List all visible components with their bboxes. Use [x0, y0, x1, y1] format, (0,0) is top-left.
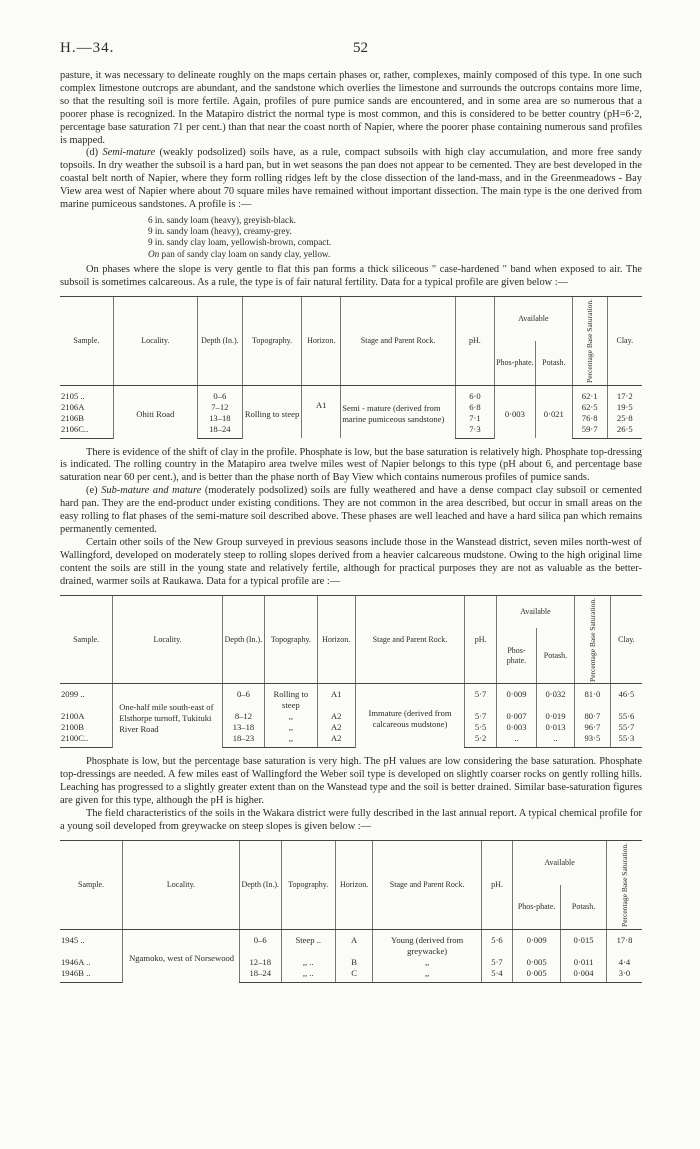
profile-item: 9 in. sandy clay loam, yellowish-brown, compact.	[148, 237, 332, 248]
term-semi-mature: Semi-mature	[102, 147, 156, 159]
col-potash: Potash.	[535, 341, 572, 385]
col-sample: Sample.	[60, 595, 113, 684]
col-available: Available	[513, 840, 607, 884]
page-header	[60, 40, 642, 70]
col-base-saturation: Percentage Base Saturation.	[572, 296, 607, 385]
table-row: 1946A .. 12–18 ,, .. B ,, 5·7 0·005 0·011 4·4	[60, 957, 642, 968]
col-sample: Sample.	[60, 840, 123, 929]
col-ph: pH.	[481, 840, 512, 929]
profile-item: 9 in. sandy loam (heavy), creamy-grey.	[148, 226, 292, 237]
page-number: 52	[353, 40, 368, 56]
col-base-saturation: Percentage Base Saturation.	[574, 595, 610, 684]
stage-cell: Semi - mature (derived from marine pumiceous sandstone)	[341, 385, 456, 438]
col-clay: Clay.	[607, 296, 642, 385]
locality-cell: One-half mile south-east of Elsthorpe turnoff, Tukituki River Road	[113, 684, 223, 748]
table-row: 2100B 13–18 ,, A2 5·5 0·003 0·013 96·7 55·7	[60, 722, 642, 733]
col-stage: Stage and Parent Rock.	[341, 296, 456, 385]
profile-item: 6 in. sandy loam (heavy), greyish-black.	[148, 214, 296, 225]
soil-table-wanstead	[60, 595, 642, 749]
col-potash: Potash.	[537, 628, 575, 684]
paragraph-pasture: pasture, it was necessary to delineate roughly on the maps certain phases or, rather, complexes, mainly composed of this type. In one such complex limestone outcrops are abundant, and the sandstone which overlies the limestone and surrounds the outcrops contains more lime, so that the resulting soil is more fertile. Again, profiles of pure pumice sands are encountered, and in some area are so numerous that a poorer phase is recognized. In the Matapiro district the normal type is most common, and this is considered to be better country (pH=6·2, percentage base saturation 71 per cent.) than that near the coast north of Napier, where the poorer phase containing numerous sand profiles is mapped.	[60, 70, 642, 146]
document-page	[60, 40, 642, 991]
col-sample: Sample.	[60, 296, 113, 385]
locality-cell: Ohiti Road	[113, 385, 197, 438]
col-topography: Topography.	[265, 595, 318, 684]
potash-cell: 0·021	[535, 385, 572, 438]
col-potash: Potash.	[561, 885, 607, 929]
paragraph-evidence: There is evidence of the shift of clay in the profile. Phosphate is low, but the base saturation is relatively high. Phosphate top-dressing is indicated. The rolling country in the Matapiro area twelve miles west of Napier belongs to this type (pH about 6, and percentage base saturation near 60 per cent.), and is better than the phase north of Bay View which contains numerous profiles of pumice sands.	[60, 446, 642, 484]
col-available: Available	[496, 595, 574, 628]
col-horizon: Horizon.	[335, 840, 373, 929]
paragraph-phosphate-low: Phosphate is low, but the percentage base saturation is very high. The pH values are low considering the base saturation. Phosphate top-dressings are needed. A few miles east of Wallingford the Weber soil type is developed on slightly coarser rocks on gently rolling hills. Leaching has progressed to a slightly greater extent than on the Wanstead type and the soil is better drained. Similar base-saturation figures are given for this type, although the pH is higher.	[60, 756, 642, 807]
col-available: Available	[494, 296, 572, 340]
term-sub-mature: Sub-mature and mature	[101, 485, 202, 497]
col-ph: pH.	[465, 595, 497, 684]
col-clay: Clay.	[610, 595, 642, 684]
col-ph: pH.	[455, 296, 494, 385]
paragraph-wakara: The field characteristics of the soils in the Wakara district were fully described in the last annual report. A typical chemical profile for a young soil developed from greywacke on steep slopes is given below :—	[60, 808, 642, 832]
col-stage: Stage and Parent Rock.	[373, 840, 481, 929]
col-horizon: Horizon.	[317, 595, 355, 684]
table-row: 1946B .. 18–24 ,, .. C ,, 5·4 0·005 0·004 3·0	[60, 968, 642, 983]
soil-table-ohiti	[60, 296, 642, 439]
col-horizon: Horizon.	[302, 296, 341, 385]
col-locality: Locality.	[113, 595, 223, 684]
paragraph-sub-mature: (e) Sub-mature and mature (moderately podsolized) soils are fully weathered and have a dense compact clay subsoil or cemented hard pan. They are the end-product under existing conditions. They are not common in the area described, but occur in small areas on the easy rolling to flat phases of the semi-mature soil described above. These phases are well leached and have a hard silica pan which remains permanently cemented.	[60, 485, 642, 535]
table-row: 2106A 7–12 6·8 62·5 19·5	[60, 402, 642, 413]
table-row: 2100A 8–12 ,, A2 5·7 0·007 0·019 80·7 55·6	[60, 711, 642, 722]
col-topography: Topography.	[242, 296, 301, 385]
locality-cell: Ngamoko, west of Norsewood	[123, 929, 240, 982]
horizon-cell: A1	[302, 385, 341, 438]
col-base-saturation: Percentage Base Saturation.	[607, 840, 643, 929]
topography-cell: Rolling to steep	[242, 385, 301, 438]
col-depth: Depth (In.).	[222, 595, 264, 684]
table-row: 1945 .. Ngamoko, west of Norsewood 0–6 Steep .. A Young (derived from greywacke) 5·6 0·009 0·015 17·8	[60, 929, 642, 957]
col-depth: Depth (In.).	[239, 840, 281, 929]
soil-table-ngamoko	[60, 840, 642, 983]
col-locality: Locality.	[123, 840, 240, 929]
report-reference: H.—34.	[60, 40, 115, 56]
col-depth: Depth (In.).	[197, 296, 242, 385]
col-stage: Stage and Parent Rock.	[355, 595, 465, 684]
stage-cell: Immature (derived from calcareous mudstone)	[355, 684, 465, 748]
phosphate-cell: 0·003	[494, 385, 535, 438]
paragraph-semi-mature: (d) Semi-mature (weakly podsolized) soils have, as a rule, compact subsoils with high clay accumulation, and more free sandy topsoils. In dry weather the subsoil is a hard pan, but in wet seasons the pan does not appear to be cemented. They are best developed in the coastal belt north of Napier, where they form rolling ridges left by the close dissection of the land-mass, and in the Greenmeadows - Bay View area west of Napier where about 70 square miles have remained without important dissection. The main type is the one derived from marine pumiceous sandstones. A profile is :—	[60, 147, 642, 211]
profile-item: On pan of sandy clay loam on sandy clay, yellow.	[148, 248, 331, 259]
col-phosphate: Phos-phate.	[496, 628, 536, 684]
profile-list	[148, 215, 642, 260]
col-phosphate: Phos-phate.	[513, 885, 561, 929]
paragraph-wanstead: Certain other soils of the New Group surveyed in previous seasons include those in the Wanstead district, seven miles north-west of Wallingford, developed on moderately steep to rolling slopes derived from a heavier calcareous mudstone. Owing to the high original lime content the soils are still in the young state and relatively fertile, although for practical purposes they are not as valuable as the better-drained, warmer soils at Raukawa. Data for a typical profile are :—	[60, 536, 642, 587]
table-row: 2105 .. Ohiti Road 0–6 Rolling to steep A1 Semi - mature (derived from marine pumiceous sandstone) 6·0 0·003 0·021 62·1 17·2	[60, 385, 642, 402]
table-row: 2100C.. 18–23 ,, A2 5·2 .. .. 93·5 55·3	[60, 733, 642, 748]
paragraph-phases: On phases where the slope is very gentle to flat this pan forms a thick siliceous " case-hardened " band when exposed to air. The subsoil is sometimes calcareous. As a rule, the type is of fair natural fertility. Data for a typical profile are given below :—	[60, 263, 642, 288]
col-locality: Locality.	[113, 296, 197, 385]
col-topography: Topography.	[281, 840, 335, 929]
table-row: 2106B 13–18 7·1 76·8 25·8	[60, 413, 642, 424]
table-row: 2106C.. 18–24 7·3 59·7 26·5	[60, 424, 642, 439]
table-row: 2099 .. One-half mile south-east of Elsthorpe turnoff, Tukituki River Road 0–6 Rolling to steep A1 Immature (derived from calcareous mudstone) 5·7 0·009 0·032 81·0 46·5	[60, 684, 642, 712]
col-phosphate: Phos-phate.	[494, 341, 535, 385]
